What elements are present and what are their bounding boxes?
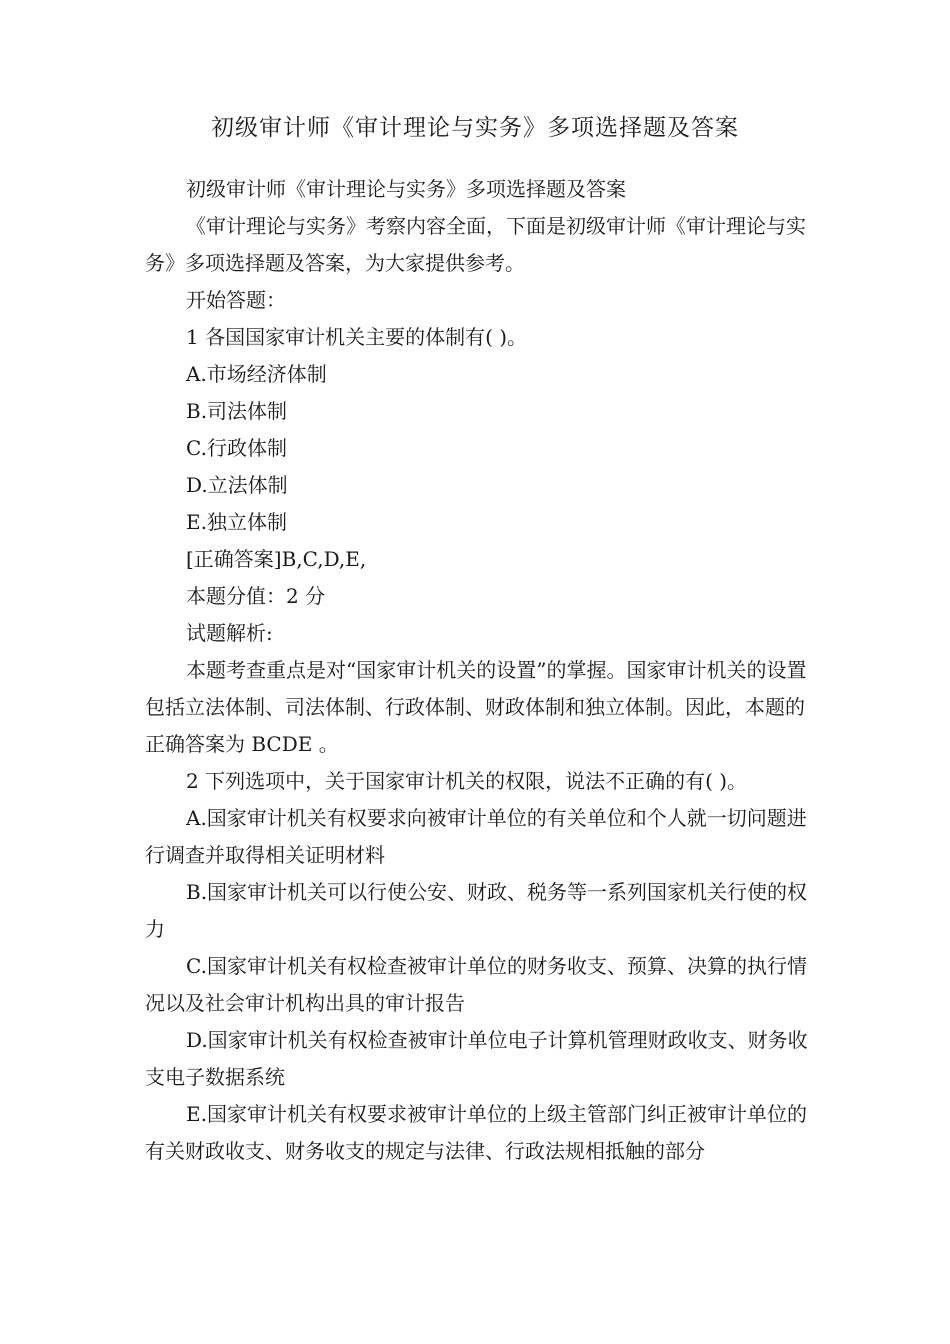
question-1-option-e: E.独立体制 xyxy=(186,510,287,534)
question-2-option-d: D.国家审计机关有权检查被审计单位电子计算机管理财政收支、财务收支电子数据系统 xyxy=(145,1028,808,1089)
document-title: 初级审计师《审计理论与实务》多项选择题及答案 xyxy=(211,115,739,141)
question-1: 1 各国国家审计机关主要的体制有( )。 xyxy=(186,325,528,349)
document-body xyxy=(145,171,815,1170)
paragraph-subtitle: 初级审计师《审计理论与实务》多项选择题及答案 xyxy=(186,177,626,201)
question-2-option-c: C.国家审计机关有权检查被审计单位的财务收支、预算、决算的执行情况以及社会审计机构出具的审计报告 xyxy=(145,954,807,1015)
question-1-option-d: D.立法体制 xyxy=(186,473,288,497)
paragraph-intro: 《审计理论与实务》考察内容全面，下面是初级审计师《审计理论与实务》多项选择题及答案，为大家提供参考。 xyxy=(145,214,806,275)
question-1-option-b: B.司法体制 xyxy=(186,399,288,423)
question-1-analysis-label: 试题解析: xyxy=(186,621,273,645)
question-1-analysis: 本题考查重点是对“国家审计机关的设置”的掌握。国家审计机关的设置包括立法体制、司法体制、行政体制、财政体制和独立体制。因此，本题的正确答案为 BCDE 。 xyxy=(145,658,807,756)
question-1-answer: [正确答案]B,C,D,E, xyxy=(186,547,367,571)
question-1-option-a: A.市场经济体制 xyxy=(186,362,327,386)
question-2-option-a: A.国家审计机关有权要求向被审计单位的有关单位和个人就一切问题进行调查并取得相关证明材料 xyxy=(145,806,807,867)
question-2-option-e: E.国家审计机关有权要求被审计单位的上级主管部门纠正被审计单位的有关财政收支、财务收支的规定与法律、行政法规相抵触的部分 xyxy=(145,1102,807,1163)
question-2: 2 下列选项中，关于国家审计机关的权限，说法不正确的有( )。 xyxy=(186,769,748,793)
question-1-option-c: C.行政体制 xyxy=(186,436,287,460)
question-1-score: 本题分值：2 分 xyxy=(186,584,326,608)
question-2-option-b: B.国家审计机关可以行使公安、财政、税务等一系列国家机关行使的权力 xyxy=(145,880,808,941)
paragraph-start: 开始答题： xyxy=(186,288,286,312)
